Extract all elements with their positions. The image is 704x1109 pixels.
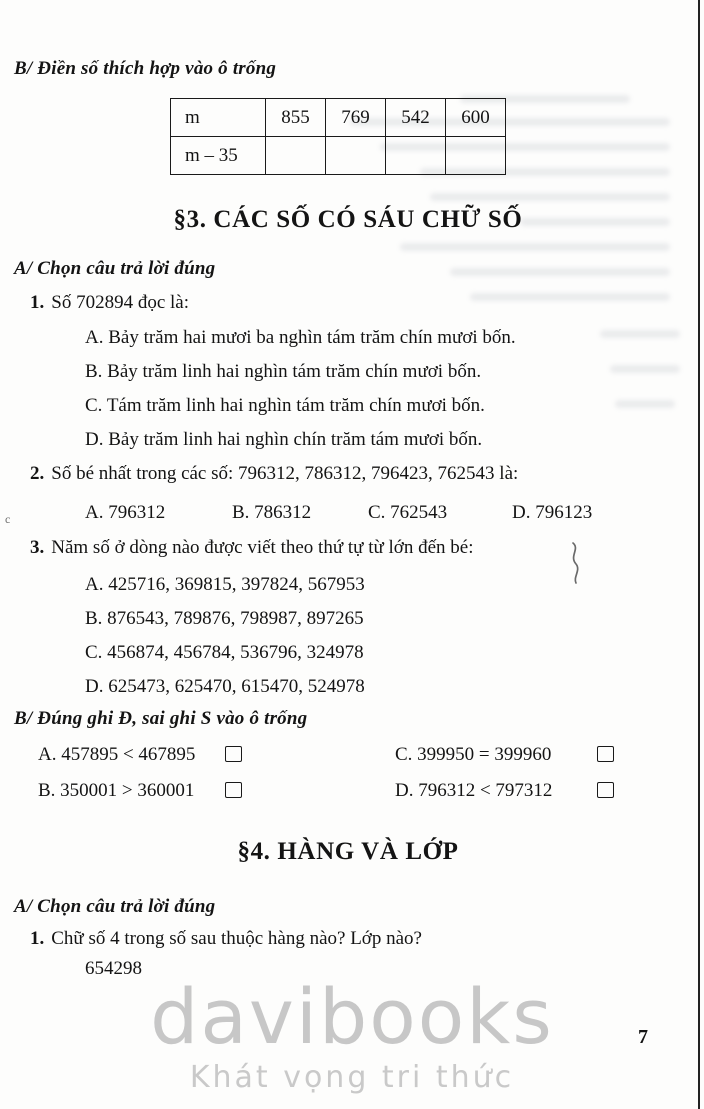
section3-partB-heading: B/ Đúng ghi Đ, sai ghi S vào ô trống xyxy=(14,708,308,729)
q3-option-b: B. 876543, 789876, 798987, 897265 xyxy=(85,608,364,629)
page-edge-line xyxy=(698,0,700,1109)
fill-section-heading: B/ Điền số thích hợp vào ô trống xyxy=(14,58,277,79)
table-cell: 542 xyxy=(386,99,446,137)
page-number: 7 xyxy=(638,1026,648,1048)
tf-item-c: C. 399950 = 399960 xyxy=(395,744,552,765)
table-row-label: m xyxy=(171,99,266,137)
table-row-label: m – 35 xyxy=(171,137,266,175)
table-cell-empty xyxy=(326,137,386,175)
table-row xyxy=(171,137,506,175)
table-cell-empty xyxy=(266,137,326,175)
q3-option-c: C. 456874, 456784, 536796, 324978 xyxy=(85,642,364,663)
q1-option-a: A. Bảy trăm hai mươi ba nghìn tám trăm chín mươi bốn. xyxy=(85,327,516,348)
fill-in-table xyxy=(170,98,506,175)
tf-item-b: B. 350001 > 360001 xyxy=(38,780,195,801)
question-text: Số 702894 đọc là: xyxy=(51,292,189,313)
table-row xyxy=(171,99,506,137)
section4-partA-heading: A/ Chọn câu trả lời đúng xyxy=(14,896,216,917)
question-number: 3. xyxy=(30,537,45,558)
q2-option-c: C. 762543 xyxy=(368,502,448,523)
table-cell-empty xyxy=(446,137,506,175)
answer-box xyxy=(225,782,242,798)
section4-q1-number: 654298 xyxy=(85,958,142,979)
q1-option-d: D. Bảy trăm linh hai nghìn chín trăm tám mươi bốn. xyxy=(85,429,483,450)
section3-title: §3. CÁC SỐ CÓ SÁU CHỮ SỐ xyxy=(173,206,523,233)
tf-item-a: A. 457895 < 467895 xyxy=(38,744,196,765)
answer-box xyxy=(597,746,614,762)
answer-box xyxy=(225,746,242,762)
question-number: 1. xyxy=(30,292,45,313)
question-text: Chữ số 4 trong số sau thuộc hàng nào? Lớp nào? xyxy=(51,928,422,949)
watermark-tagline: Khát vọng tri thức xyxy=(189,1060,515,1095)
tf-item-d: D. 796312 < 797312 xyxy=(395,780,553,801)
watermark-brand: davibooks xyxy=(150,972,554,1061)
table-cell: 769 xyxy=(326,99,386,137)
question-text: Năm số ở dòng nào được viết theo thứ tự từ lớn đến bé: xyxy=(51,537,474,558)
q1-option-c: C. Tám trăm linh hai nghìn tám trăm chín mươi bốn. xyxy=(85,395,485,416)
question-1 xyxy=(30,292,189,314)
section4-title: §4. HÀNG VÀ LỚP xyxy=(237,838,459,865)
question-number: 2. xyxy=(30,463,45,484)
q1-option-b: B. Bảy trăm linh hai nghìn tám trăm chín mươi bốn. xyxy=(85,361,482,382)
pen-squiggle-mark xyxy=(565,540,587,586)
table-cell-empty xyxy=(386,137,446,175)
section3-partA-heading: A/ Chọn câu trả lời đúng xyxy=(14,258,216,279)
table-cell: 855 xyxy=(266,99,326,137)
margin-scan-mark: c xyxy=(5,512,11,526)
section4-question-1 xyxy=(30,928,422,950)
q3-option-a: A. 425716, 369815, 397824, 567953 xyxy=(85,574,365,595)
question-number: 1. xyxy=(30,928,45,949)
table-cell: 600 xyxy=(446,99,506,137)
q2-option-a: A. 796312 xyxy=(85,502,166,523)
question-text: Số bé nhất trong các số: 796312, 786312, 796423, 762543 là: xyxy=(51,463,519,484)
answer-box xyxy=(597,782,614,798)
question-3 xyxy=(30,537,474,559)
question-2 xyxy=(30,463,518,485)
q2-option-b: B. 786312 xyxy=(232,502,312,523)
q3-option-d: D. 625473, 625470, 615470, 524978 xyxy=(85,676,365,697)
q2-option-d: D. 796123 xyxy=(512,502,593,523)
